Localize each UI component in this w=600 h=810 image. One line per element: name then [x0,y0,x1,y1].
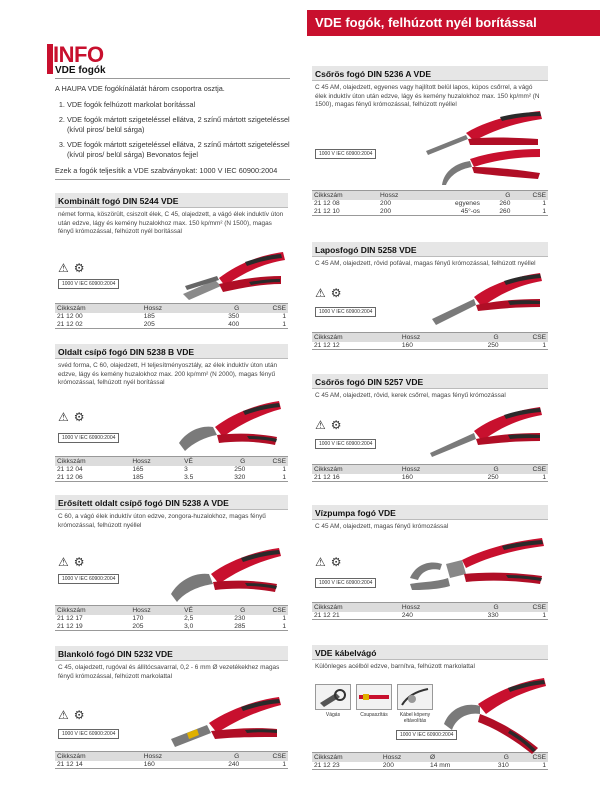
product-title: Csőrös fogó DIN 5236 A VDE [312,66,548,81]
product-visual [312,409,548,464]
vde-triangle-icon: ⚠ [315,418,326,432]
product-description: német forma, köszörült, csiszolt élek, C 45, olajedzett, a vágó élek induktív úton után edzve, lágy és kemény huzalokhoz max. 150 kp/mm² (N 1500), magas fényű krómozással, felhúzott nyél borítással [58,211,284,236]
cert-label: 1000 V IEC 60900:2004 [315,307,376,317]
sheath-removal-icon [397,684,433,710]
product-table: Cikkszám Hossz VÉ G CSE 21 12 04 165 3 250 1 21 12 06 185 3.5 320 1 [57,457,286,481]
cert-label: 1000 V IEC 60900:2004 [58,433,119,443]
gs-mark-icon: ⚙ [330,286,342,300]
product-card-erositett [55,495,288,630]
gs-mark-icon: ⚙ [73,261,85,275]
table-row: 21 12 19 205 3,0 285 1 [57,622,286,630]
product-card-blankolo [55,646,288,770]
table-row: 21 12 10 200 45°-os 260 1 [314,207,546,215]
product-table: Cikkszám Hossz G CSE 21 12 08 200 egyenes 260 1 21 12 10 200 45°-os 260 1 [314,191,546,215]
product-card-csoros-5257 [312,374,548,482]
round-nose-pliers-image [428,399,546,461]
product-description: C 45 AM, olajedzett, rövid, kerek csőrrel, magas fényű krómozással [315,392,506,399]
product-visual [55,254,288,303]
table-row: 21 12 16 160 250 1 [314,473,546,481]
gs-mark-icon: ⚙ [73,410,85,424]
flat-nose-pliers-image [428,267,546,329]
product-table: Cikkszám Hossz G CSE 21 12 21 240 330 1 [314,603,546,619]
product-description: C 45, olajedzett, rugóval és állítócsavarral, 0,2 - 6 mm Ø vezetékekhez magas fényű krómozással, felhúzott markolattal [58,664,280,680]
product-card-laposfogo [312,242,548,350]
cert-label: 1000 V IEC 60900:2004 [396,730,457,740]
vde-triangle-icon: ⚠ [315,286,326,300]
info-title: INFO [53,42,104,67]
gs-mark-icon: ⚙ [73,555,85,569]
product-visual [55,697,288,751]
product-visual [312,277,548,332]
info-body [55,66,290,186]
table-row: 21 12 21 240 330 1 [314,611,546,619]
product-visual [312,127,548,190]
water-pump-pliers-image [406,534,546,602]
info-list [67,100,290,160]
product-title: VDE kábelvágó [312,645,548,660]
stripping-icon [356,684,392,710]
wire-stripper-image [167,691,285,751]
table-row: 21 12 12 160 250 1 [314,341,546,349]
info-item-1: 1. VDE fogók felhúzott markolat borítással [67,100,290,110]
info-norm: Ezek a fogók teljesítik a VDE szabványokat: 1000 V IEC 60900:2004 [55,166,290,180]
product-table: Cikkszám Hossz G CSE 21 12 16 160 250 1 [314,465,546,481]
vde-triangle-icon: ⚠ [58,708,69,722]
product-visual [312,540,548,602]
product-visual [312,680,548,752]
table-row: 21 12 06 185 3.5 320 1 [57,473,286,481]
product-visual [55,546,288,605]
product-title: Csőrös fogó DIN 5257 VDE [312,374,548,389]
cert-label: 1000 V IEC 60900:2004 [58,729,119,739]
product-table: Cikkszám Hossz VÉ G CSE 21 12 17 170 2,5 230 1 21 12 19 205 3,0 285 1 [57,606,286,630]
cable-cutter-image [438,674,548,756]
heavy-side-cutter-image [167,544,285,604]
icon-label-sheath: Kábel köpeny eltávolítás [399,712,431,724]
cert-label: 1000 V IEC 60900:2004 [315,149,376,159]
table-row: 21 12 23 200 14 mm 310 1 [314,761,546,769]
vde-triangle-icon: ⚠ [315,555,326,569]
product-card-kabelvago [312,645,548,770]
product-table: Cikkszám Hossz G CSE 21 12 14 160 240 1 [57,752,286,768]
cutting-icon [315,684,351,710]
section-banner: VDE fogók, felhúzott nyél borítással [307,10,600,36]
side-cutter-image [173,397,285,455]
vde-triangle-icon: ⚠ [58,410,69,424]
table-row: 21 12 14 160 240 1 [57,760,286,768]
product-description: svéd forma, C 60, olajedzett, H teljesítményosztály, az élek induktív úton után edzve, lágy és kemény huzalokhoz max. 200 kp/mm² (N 2000), magas fényű krómozással, felhúzott nyél borítással [58,362,278,387]
product-table: Cikkszám Hossz G CSE 21 12 00 185 350 1 21 12 02 205 400 1 [57,304,286,328]
gs-mark-icon: ⚙ [73,708,85,722]
icon-label-stripping: Csupaszítás [360,712,388,718]
product-description: Különleges acélból edzve, barnítva, felhúzott markolattal [315,663,475,670]
cert-label: 1000 V IEC 60900:2004 [315,578,376,588]
vde-triangle-icon: ⚠ [58,261,69,275]
table-row: 21 12 00 185 350 1 [57,313,286,320]
combination-pliers-image [175,246,287,302]
gs-mark-icon: ⚙ [330,418,342,432]
product-title: Kombinált fogó DIN 5244 VDE [55,193,288,208]
product-card-oldalt-csipo [55,344,288,481]
cert-label: 1000 V IEC 60900:2004 [58,279,119,289]
product-description: C 45 AM, olajedzett, magas fényű krómozással [315,523,449,530]
table-row: 21 12 17 170 2,5 230 1 [57,615,286,622]
product-description: C 45 AM, olajedzett, egyenes vagy hajlított belül lapos, kúpos csőrrel, a vágó élek induktív úton után edzve, lágy és kemény huzalokhoz max. 150 kp/mm² (N 1500), magas fényű krómozással, felhúzott nyéllel [315,84,540,109]
product-description: C 45 AM, olajedzett, rövid pofával, magas fényű krómozással, felhúzott nyéllel [315,260,536,267]
needle-nose-pliers-image [422,105,546,187]
product-title: Blankoló fogó DIN 5232 VDE [55,646,288,661]
icon-label-cutting: Vágás [325,712,341,718]
product-title: Laposfogó DIN 5258 VDE [312,242,548,257]
product-title: Oldalt csípő fogó DIN 5238 B VDE [55,344,288,359]
product-description: C 60, a vágó élek induktív úton edzve, zongora-huzalokhoz, magas fényű krómozással, felhúzott nyéllel [58,513,266,529]
cert-label: 1000 V IEC 60900:2004 [315,439,376,449]
table-row: 21 12 08 200 egyenes 260 1 [314,200,546,207]
product-card-vizpumpa [312,505,548,620]
product-card-csoros-5236 [312,66,548,216]
info-item-3: 3. VDE fogók mártott szigeteléssel ellátva, 2 színű mártott szigeteléssel (kívül piros/ belül sárga) Bevonatos fejjel [67,140,290,160]
info-heading: VDE fogók [55,66,290,79]
gs-mark-icon: ⚙ [330,555,342,569]
product-table: Cikkszám Hossz G CSE 21 12 12 160 250 1 [314,333,546,349]
table-row: 21 12 02 205 400 1 [57,320,286,328]
product-table: Cikkszám Hossz Ø G CSE 21 12 23 200 14 mm 310 1 [314,753,546,769]
product-card-kombinalt [55,193,288,328]
info-intro: A HAUPA VDE fogókínálatát három csoportra osztja. [55,84,225,93]
product-title: Vízpumpa fogó VDE [312,505,548,520]
vde-triangle-icon: ⚠ [58,555,69,569]
cert-label: 1000 V IEC 60900:2004 [58,574,119,584]
product-title: Erősített oldalt csípő fogó DIN 5238 A VDE [55,495,288,510]
table-row: 21 12 04 165 3 250 1 [57,466,286,473]
info-item-2: 2. VDE fogók mártott szigeteléssel ellátva, 2 színű mártott szigeteléssel (kívül piros/ belül sárga) [67,115,290,135]
product-visual [55,403,288,456]
